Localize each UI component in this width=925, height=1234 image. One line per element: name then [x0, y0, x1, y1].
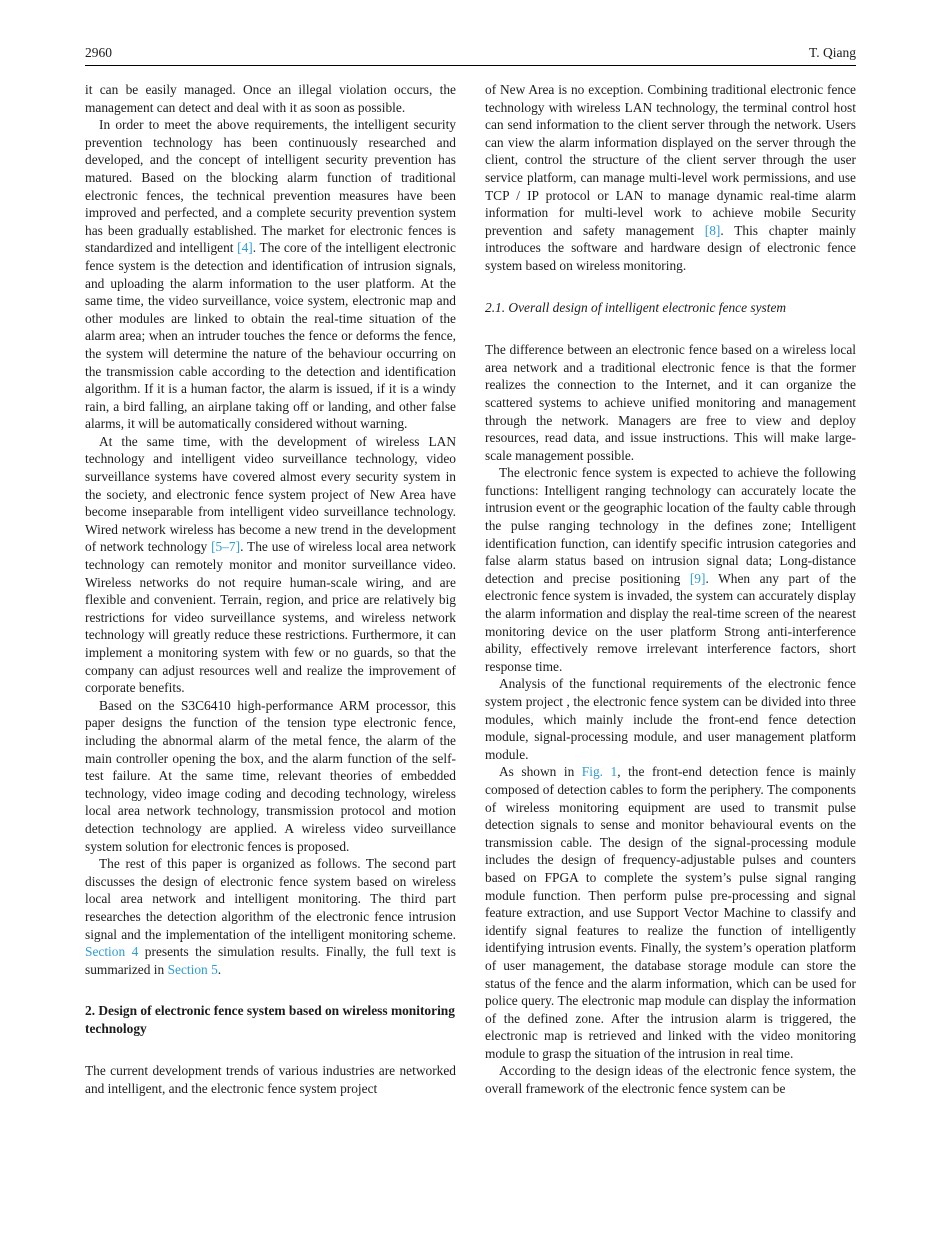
ref-5-7-link[interactable]: [5–7] [211, 539, 241, 555]
subsection-heading: 2.1. Overall design of intelligent electronic fence system [485, 299, 787, 315]
two-column-body [85, 81, 856, 1098]
paragraph: According to the design ideas of the electronic fence system, the overall framework of the electronic fence system can be [485, 1063, 856, 1097]
page-number: 2960 [85, 45, 112, 60]
ref-9-link[interactable]: [9] [689, 570, 706, 586]
header-rule [85, 65, 856, 66]
right-column [485, 81, 856, 1098]
paragraph: As shown in Fig. 1, the front-end detection fence is mainly composed of detection cables to form the periphery. The components of wireless monitoring equipment are used to transmit pulse detection signals to sense and monitor behavioural events on the transmission cable. The design of the signal-processing module includes the design of frequency-adjustable pulses and counters based on FPGA to complete the system’s pulse signal ranging module function. Then perform pulse pre-processing and signal feature extraction, and use Support Vector Machine to classify and identify signal features to realize the function of intelligently identifying intrusion events. Finally, the system’s operation platform of user management, the database storage module can store the status of the fence and the alarm information, which can be used for police query. The electronic map module can display the information of the defined zone. After the intrusion alarm is triggered, the electronic map is retrieved and linked with the video monitoring module to grasp the situation of the intrusion in real time. [485, 764, 856, 1061]
section-5-link[interactable]: Section 5 [167, 961, 218, 977]
paragraph: Analysis of the functional requirements of the electronic fence system project , the electronic fence system can be divided into three modules, which mainly include the front-end fence detection module, signal-processing module, and user management platform module. [485, 676, 856, 762]
paragraph: The current development trends of various industries are networked and intelligent, and the electronic fence system project [85, 1063, 456, 1097]
page-header [85, 45, 856, 61]
ref-4-link[interactable]: [4] [237, 240, 253, 256]
paragraph: it can be easily managed. Once an illegal violation occurs, the management can detect and deal with it as soon as possible. [85, 82, 456, 115]
paragraph: Based on the S3C6410 high-performance ARM processor, this paper designs the function of the tension type electronic fence, including the abnormal alarm of the metal fence, the alarm of the main controller opening the box, and the alarm function of the self-test failure. At the same time, relevant theories of embedded technology, video image coding and decoding technology, wireless local area network technology, transmission protocol and motion detection technology are applied. A wireless video surveillance system solution for electronic fences is proposed. [85, 697, 456, 854]
fig-1-link[interactable]: Fig. 1 [581, 764, 618, 780]
section-heading: 2. Design of electronic fence system based on wireless monitoring technology [85, 1003, 455, 1036]
section-4-link[interactable]: Section 4 [85, 944, 139, 960]
left-column [85, 81, 456, 1098]
paragraph: In order to meet the above requirements, the intelligent security prevention technology has been continuously researched and developed, and the concept of intelligent security prevention has matured. Based on the blocking alarm function of traditional electronic fences, the technical prevention measures have been improved and perfected, and a complete security prevention system has been gradually established. The market for electronic fences is standardized and intelligent [4]. The core of the intelligent electronic fence system is the detection and identification of intrusion signals, and uploading the alarm information to the user platform. At the same time, the video surveillance, voice system, electronic map and other modules are linked to obtain the real-time situation of the alarm area; when an intruder touches the fence or deforms the fence, the system will determine the nature of the behaviour occurring on the transmission cable according to the detection and identification algorithm. If it is a human factor, the alarm is issued, if it is a windy rain, a bird falling, an airplane taking off or landing, and other false alarms, it will be automatically considered without warning. [85, 117, 456, 432]
paragraph: The rest of this paper is organized as follows. The second part discusses the design of electronic fence system based on wireless local area network and intelligent monitoring. The third part researches the detection algorithm of the electronic fence intrusion signal and the implementation of the intelligent monitoring scheme. Section 4 presents the simulation results. Finally, the full text is summarized in Section 5. [85, 856, 456, 977]
paragraph: of New Area is no exception. Combining traditional electronic fence technology with wireless LAN technology, the terminal control host can send information to the client server through the network. Users can view the alarm information displayed on the server through the client, control the structure of the client server through the user service platform, can manage multi-level work permissions, and use TCP / IP protocol or LAN to manage dynamic real-time alarm information for multi-level work to achieve mobile Security prevention and safety management [8]. This chapter mainly introduces the software and hardware design of electronic fence system based on wireless monitoring. [485, 82, 857, 273]
paragraph: The electronic fence system is expected to achieve the following functions: Intelligent ranging technology can accurately locate the intrusion event or the geographic location of the faulty cable through the pulse ranging technology in the defines zone; Intelligent identification function, can identify specific intrusion categories and false alarm status based on intrusion signal data; Long-distance detection and precise positioning [9]. When any part of the electronic fence system is invaded, the system can accurately display the alarm information and display the real-time screen of the nearest monitoring device on the user platform Strong anti-interference ability, effectively remove irrelevant interference factors, short response time. [485, 465, 857, 674]
paragraph: At the same time, with the development of wireless LAN technology and intelligent video surveillance technology, video surveillance systems have covered almost every security system in the society, and electronic fence system project of New Area have become inseparable from intelligent video surveillance technology. Wired network wireless has become a new trend in the development of network technology [5–7]. The use of wireless local area network technology can remotely monitor and monitor surveillance video. Wireless networks do not require human-scale wiring, and are flexible and convenient. Terrain, region, and price are relatively big restrictions for video surveillance systems, and wireless network technology will greatly reduce these restrictions. Furthermore, it can implement a monitoring system with few or no guards, so that the company can adjust resources well and realize the improvement of corporate benefits. [85, 433, 457, 696]
running-author: T. Qiang [809, 45, 856, 60]
paragraph: The difference between an electronic fence based on a wireless local area network and a traditional electronic fence is that the former realizes the connection to the Internet, and it can organize the scattered systems to achieve unified monitoring and management through the network. Managers are free to view and deploy resources, read data, and issue instructions. This will make large-scale management possible. [485, 342, 856, 463]
ref-8-link[interactable]: [8] [704, 222, 721, 238]
